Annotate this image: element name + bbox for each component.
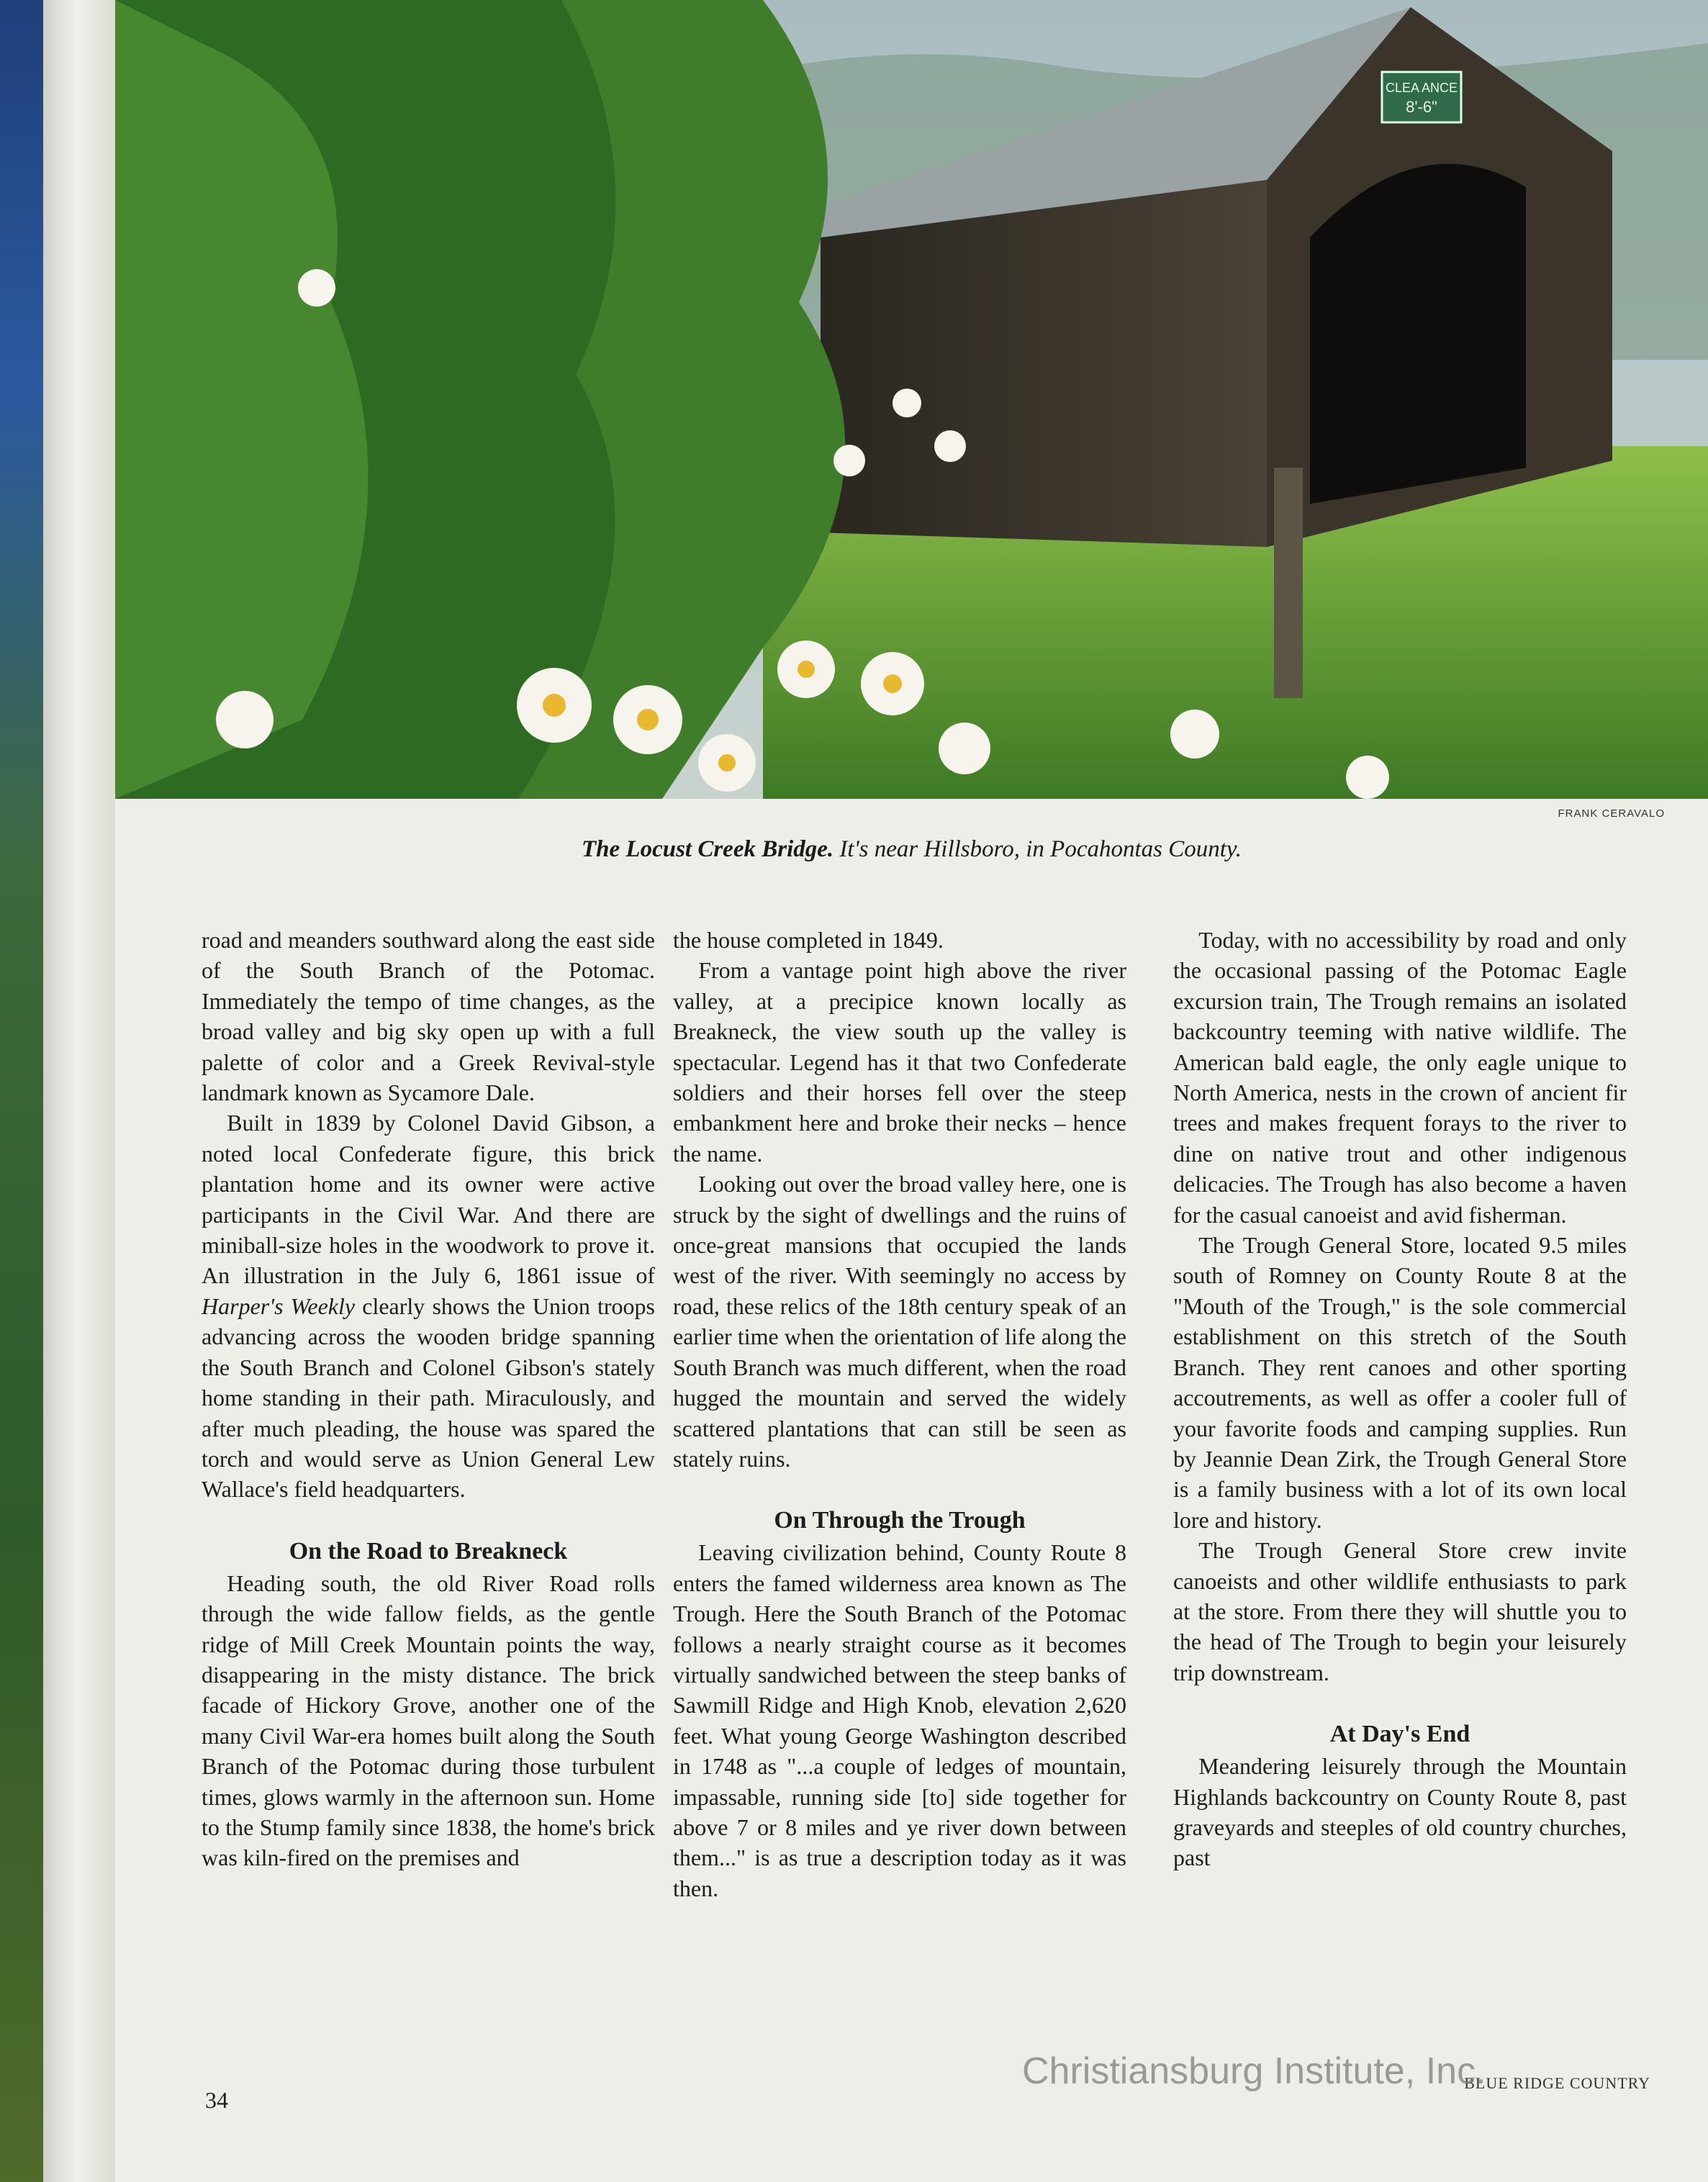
section-heading: On Through the Trough: [774, 1507, 1026, 1534]
paragraph: The Trough General Store crew invite canoeists and other wildlife enthusiasts to park at the store. From there they will shuttle you to the head of The Trough to begin your leisurely trip downstream.: [1173, 1537, 1627, 1685]
column-3: [1173, 925, 1627, 1873]
paragraph: the house completed in 1849.: [673, 927, 944, 953]
watermark: Christiansburg Institute, Inc.: [1022, 2050, 1486, 2092]
photo-caption: [115, 836, 1708, 863]
section-heading: At Day's End: [1329, 1721, 1470, 1748]
publication-title: Harper's Weekly: [202, 1293, 356, 1319]
paragraph: Today, with no accessibility by road and only the occasional passing of the Potomac Eagle excursion train, The Trough remains an isolated backcountry teeming with native wildlife. The American bald eagle, the only eagle unique to North America, nests in the crown of ancient fir trees and makes frequent forays to the river to dine on native trout and other indigenous delicacies. The Trough has also become a haven for the casual canoeist and avid fisherman.: [1173, 927, 1627, 1228]
photo-credit: FRANK CERAVALO: [1558, 807, 1665, 820]
paragraph: Meandering leisurely through the Mountain Highlands backcountry on County Route 8, past graveyards and steeples of old country churches, past: [1173, 1753, 1627, 1871]
paragraph: Heading south, the old River Road rolls through the wide fallow fields, as the gentle ridge of Mill Creek Mountain points the way, disappearing in the misty distance. The brick facade of Hickory Grove, another one of the many Civil War-era homes built along the South Branch of the Potomac during those turbulent times, glows warmly in the afternoon sun. Home to the Stump family since 1838, the home's brick was kiln-fired on the premises and: [202, 1570, 655, 1871]
paragraph: [202, 1108, 655, 1504]
caption-title: The Locust Creek Bridge.: [582, 836, 834, 862]
bridge-photo: [115, 0, 1708, 799]
sign-text-bottom: 8'-6": [1406, 98, 1437, 116]
magazine-page: [115, 0, 1708, 2182]
paragraph: Leaving civilization behind, County Route 8 enters the famed wilderness area known as The Trough. Here the South Branch of the Potomac follows a nearly straight course as it becomes virtually sandwiched between the steep banks of Sawmill Ridge and High Knob, elevation 2,620 feet. What young George Washington described in 1748 as "...a couple of ledges of mountain, impassable, running side [to] side together for above 7 or 8 miles and ye river down between them..." is as true a description today as it was then.: [673, 1539, 1126, 1901]
page-edge: [43, 0, 115, 2182]
paragraph-text: clearly shows the Union troops advancing across the wooden bridge spanning the South Branch and Colonel Gibson's stately home standing in their path. Miraculously, and after much pleading, the house was spared the torch and would serve as Union General Lew Wallace's field headquarters.: [202, 1293, 656, 1503]
paragraph: Looking out over the broad valley here, one is struck by the sight of dwellings and the ruins of once-great mansions that occupied the lands west of the river. With seemingly no access by road, these relics of the 18th century speak of an earlier time when the orientation of life along the South Branch was much different, when the road hugged the mountain and served the widely scattered plantations that can still be seen as stately ruins.: [673, 1171, 1126, 1472]
paragraph: The Trough General Store, located 9.5 miles south of Romney on County Route 8 at the "Mouth of the Trough," is the sole commercial establishment on this stretch of the South Branch. They rent canoes and other sporting accoutrements, as well as offer a cooler full of your favorite foods and camping supplies. Run by Jeannie Dean Zirk, the Trough General Store is a family business with a lot of its own local lore and history.: [1173, 1232, 1627, 1533]
paragraph: From a vantage point high above the river valley, at a precipice known locally as Breakneck, the view south up the valley is spectacular. Legend has it that two Confederate soldiers and their horses fell over the steep embankment here and broke their necks – hence the name.: [673, 957, 1126, 1167]
bridge-illustration: [115, 0, 1708, 799]
paragraph: road and meanders southward along the east side of the South Branch of the Potomac. Immediately the tempo of time changes, as the broad valley and big sky open up with a full palette of color and a Greek Revival-style landmark known as Sycamore Dale.: [202, 927, 655, 1106]
page-number: 34: [205, 2087, 228, 2113]
column-2: [673, 925, 1126, 1903]
caption-text: It's near Hillsboro, in Pocahontas County.: [833, 836, 1242, 862]
section-heading: On the Road to Breakneck: [289, 1537, 568, 1565]
paragraph-text: Built in 1839 by Colonel David Gibson, a noted local Confederate figure, this brick plantation home and its owner were active participants in the Civil War. And there are miniball-size holes in the woodwork to prove it. An illustration in the July 6, 1861 issue of: [202, 1110, 655, 1289]
sign-text-top: CLEA ANCE: [1385, 81, 1458, 95]
column-1: [202, 925, 655, 1873]
magazine-name: BLUE RIDGE COUNTRY: [1464, 2074, 1650, 2092]
